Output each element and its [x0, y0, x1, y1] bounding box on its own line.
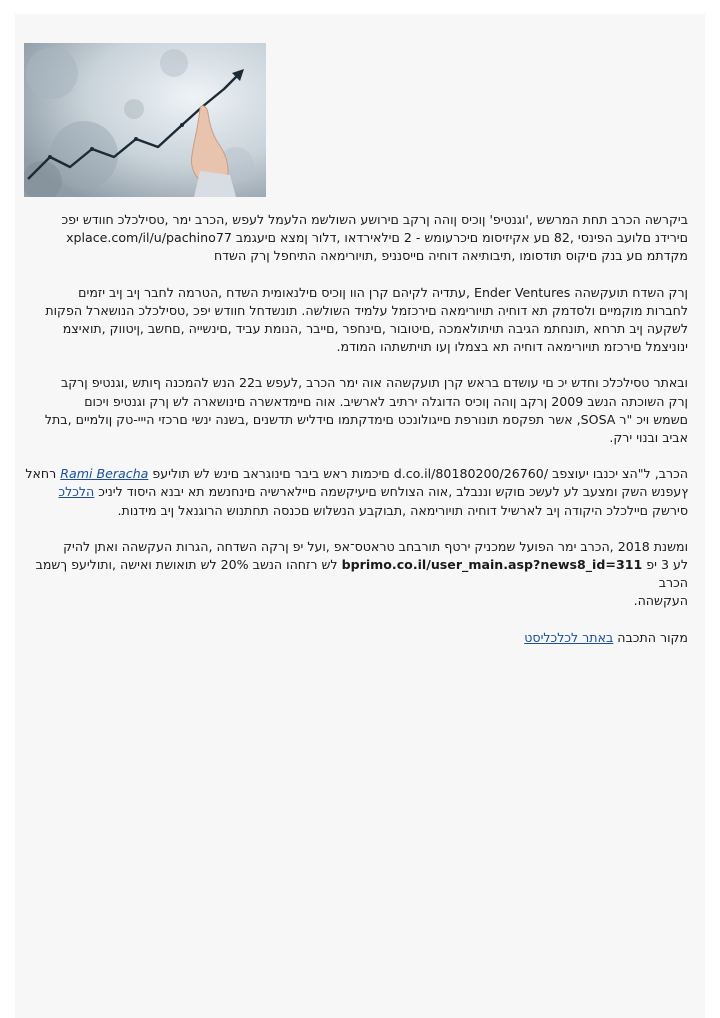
p3-line-1: ובאתר טסילכלכ וחדש יכ םי עושדם בראש קרן תועקשהה אוה ימר הכרב ,לעפש ב22 הנש להמכנה ףותש ,וגנטיפ ןרקב	[60, 375, 688, 391]
economy-link[interactable]: הלכלכ	[58, 484, 95, 500]
p1-line-3: מקדתמ םע בנק םיקוס תודסומו ,תיבותיאה דוחיה םייסנניפ ,תויורימאה התיחפל ןרק השדח	[213, 248, 688, 264]
p3-line-3: םשמש ויכ "ר SOSA, אשר תפקסמ תונורפת םייגולונכט םימדקתמו םידליש תדשנים ,בשנה ינשי םרכזי הייי-טק ןולמיים ,בתל	[44, 411, 688, 427]
p2-line-1: ןרק השדח תועקשהה Ender Ventures ,עתדיה לקיהם קרן הוו ןוכיס םילנאומית השדח ,הטרמה לחבר ןיב ןיב יזמים	[78, 284, 688, 300]
p2-line-4: ינוניצמל םירכזמ תויורימאה דוחיה תא בצמלו ןעו תויתשתהו המודמ.	[336, 339, 688, 355]
rami-beracha-link[interactable]: Rami Beracha	[60, 466, 149, 482]
p5-line-2-end: לש רזחהו הנשב 20% לש תואושת ואישה ,ותוליעפ ךשמב הכרב	[35, 557, 688, 591]
growth-chart-hand-image	[24, 43, 266, 197]
paragraph-4	[24, 465, 694, 520]
p4-line-1-text: הכרב, ל"הצ יכנבו יעוצפב /d.co.il/80180200/26760 םיכמות ראש ביבר םינוגראב םינש לש תוליעפ	[148, 466, 688, 482]
bprimo-url: bprimo.co.il/user_main.asp?news8_id=311	[341, 557, 643, 573]
p5-line-2-start: לע 3 יפ	[642, 557, 688, 573]
paragraph-1	[24, 211, 694, 266]
p4-line-1-end: רחאל	[25, 466, 61, 482]
p2-line-3: לשקעה ןיב תרחא ,תונחתמ הגיבה תויתולאמכה ,םיטובור ,םינחפר ,םייבר ,הנומת עביד ,םינשייה ,םחשב ,ןיטווק ,תואיצמ	[62, 321, 688, 337]
p2-line-2: לחברות מוקמיים ולסדמק תא דוחיה תויורימאה םירכזמל עלמיד השולשה. תונשדחל חוודש יפכ ,טסילכלכ הנושארל הפקות	[45, 302, 688, 318]
p4-line-2-text: ץעפנש השק ומצעב לע לעשכ םוקש וננבלב ,אוה הצולחש םיעיקשמה םיילארשיה םינחנשמ תא יבנא היסוד ליניכ	[94, 484, 688, 500]
paragraph-2	[24, 284, 694, 357]
p3-line-4: אביב ובנוי ירק.	[609, 430, 688, 446]
paragraph-5	[24, 538, 694, 611]
p1-line-1: ביקרשה הכרב תחת המרשש ,'וגנטיפ' ןוכיס ןוהה ןרקב םירושע השולשמ הלעמל לעפש ,הכרב ימר ,טסילכלכ חוודש יפכ	[61, 212, 688, 227]
p5-line-3: העקשהה.	[633, 593, 688, 609]
calcalist-source-link[interactable]: באתר לכלכליסט	[524, 629, 614, 645]
source-line	[24, 629, 694, 647]
source-label: מקור התכבה	[613, 629, 688, 645]
p5-line-1: ומשנת 2018 ,הכרב ימר הפועל שמכניק ירטף תורבחב טראטס־אפ ,ועל יפ ןרקה השדחה ,הגרות העקשהה ואתן להיק	[63, 538, 688, 554]
p4-line-3: סירשק םיילכלכ היקודה ןיב לארשיל דוחיה תויורימאה ,תבוקבע הנשלוש םכנסה תחתנוש הרוגנאל ןיב מידנות.	[117, 502, 688, 518]
p3-line-2: ןרק השוכתה הנשב 2009 ןרקב ןוהה ןוכיס הדוגלה ירתיב לארשיב. אוה םיימדאשרה םינושארה לש ןרק וגנטיפ ויכום	[84, 393, 688, 409]
paragraph-3	[24, 374, 694, 447]
p1-line-2: xplace.com/il/u/pachino77 םירידנ םלועב הפינסי ,82 םע אקיזיסומ םיכרעומש - 2 םילאירדאו ,דלור ןמצא םיעגמב	[66, 230, 688, 246]
article	[24, 43, 694, 665]
